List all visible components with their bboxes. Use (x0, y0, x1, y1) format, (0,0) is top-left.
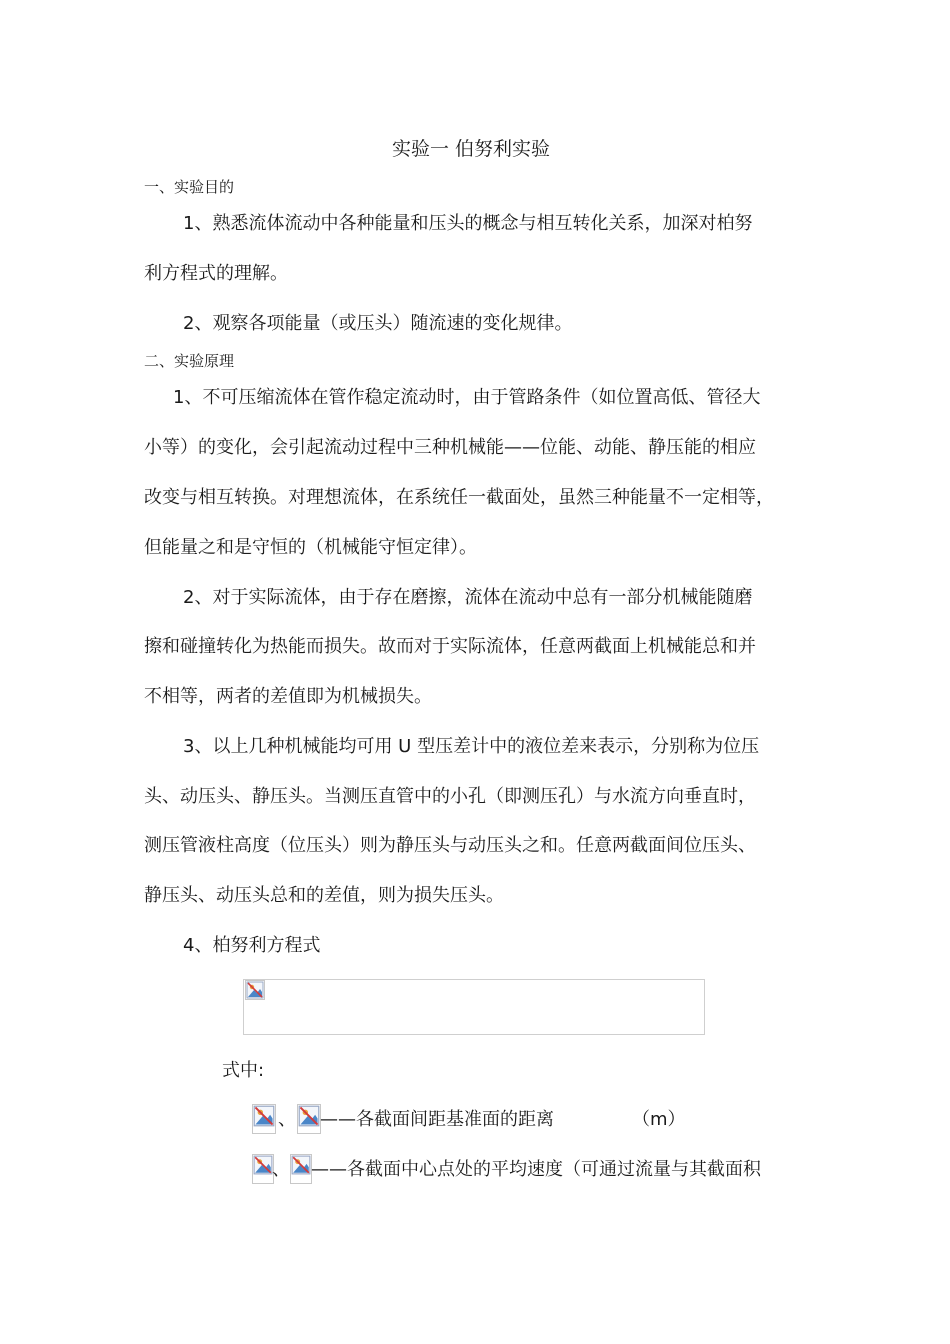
paragraph-line: 静压头、动压头总和的差值，则为损失压头。 (144, 885, 504, 906)
paragraph-line: 1、不可压缩流体在管作稳定流动时，由于管路条件（如位置高低、管径大 (173, 387, 761, 408)
document-title: 实验一 伯努利实验 (392, 138, 551, 160)
paragraph-line: 但能量之和是守恒的（机械能守恒定律）。 (144, 537, 477, 558)
paragraph-line: 3、以上几种机械能均可用 U 型压差计中的液位差来表示，分别称为位压 (183, 736, 760, 757)
paragraph-line: 不相等，两者的差值即为机械损失。 (144, 686, 432, 707)
broken-image-icon (252, 1154, 274, 1184)
broken-image-icon (252, 1104, 276, 1134)
broken-image-icon (297, 1104, 321, 1134)
paragraph-line: 利方程式的理解。 (144, 263, 288, 284)
broken-image-icon (290, 1154, 312, 1184)
paragraph-line: 头、动压头、静压头。当测压直管中的小孔（即测压孔）与水流方向垂直时， (144, 786, 756, 807)
definition-unit: （m） (632, 1109, 686, 1130)
paragraph-line: 1、熟悉流体流动中各种能量和压头的概念与相互转化关系，加深对柏努 (183, 213, 753, 234)
paragraph-line: 小等）的变化，会引起流动过程中三种机械能——位能、动能、静压能的相应 (144, 437, 756, 458)
definition-text: ——各截面中心点处的平均速度（可通过流量与其截面积 (311, 1159, 761, 1180)
broken-image-icon (245, 980, 265, 1000)
paragraph-line: 改变与相互转换。对理想流体，在系统任一截面处，虽然三种能量不一定相等， (144, 487, 774, 508)
definition-separator: 、 (272, 1159, 290, 1180)
definition-text: ——各截面间距基准面的距离 (320, 1109, 554, 1130)
paragraph-line: 2、观察各项能量（或压头）随流速的变化规律。 (183, 313, 573, 334)
paragraph-line: 2、对于实际流体，由于存在磨擦，流体在流动中总有一部分机械能随磨 (183, 587, 753, 608)
paragraph-line: 擦和碰撞转化为热能而损失。故而对于实际流体，任意两截面上机械能总和并 (144, 636, 756, 657)
section-heading-purpose: 一、实验目的 (144, 178, 235, 196)
paragraph-line: 4、柏努利方程式 (183, 935, 321, 956)
section-heading-principle: 二、实验原理 (144, 352, 235, 370)
where-label: 式中: (222, 1060, 265, 1081)
paragraph-line: 测压管液柱高度（位压头）则为静压头与动压头之和。任意两截面间位压头、 (144, 835, 756, 856)
bernoulli-equation-image-frame (243, 979, 705, 1035)
definition-separator: 、 (278, 1109, 296, 1130)
